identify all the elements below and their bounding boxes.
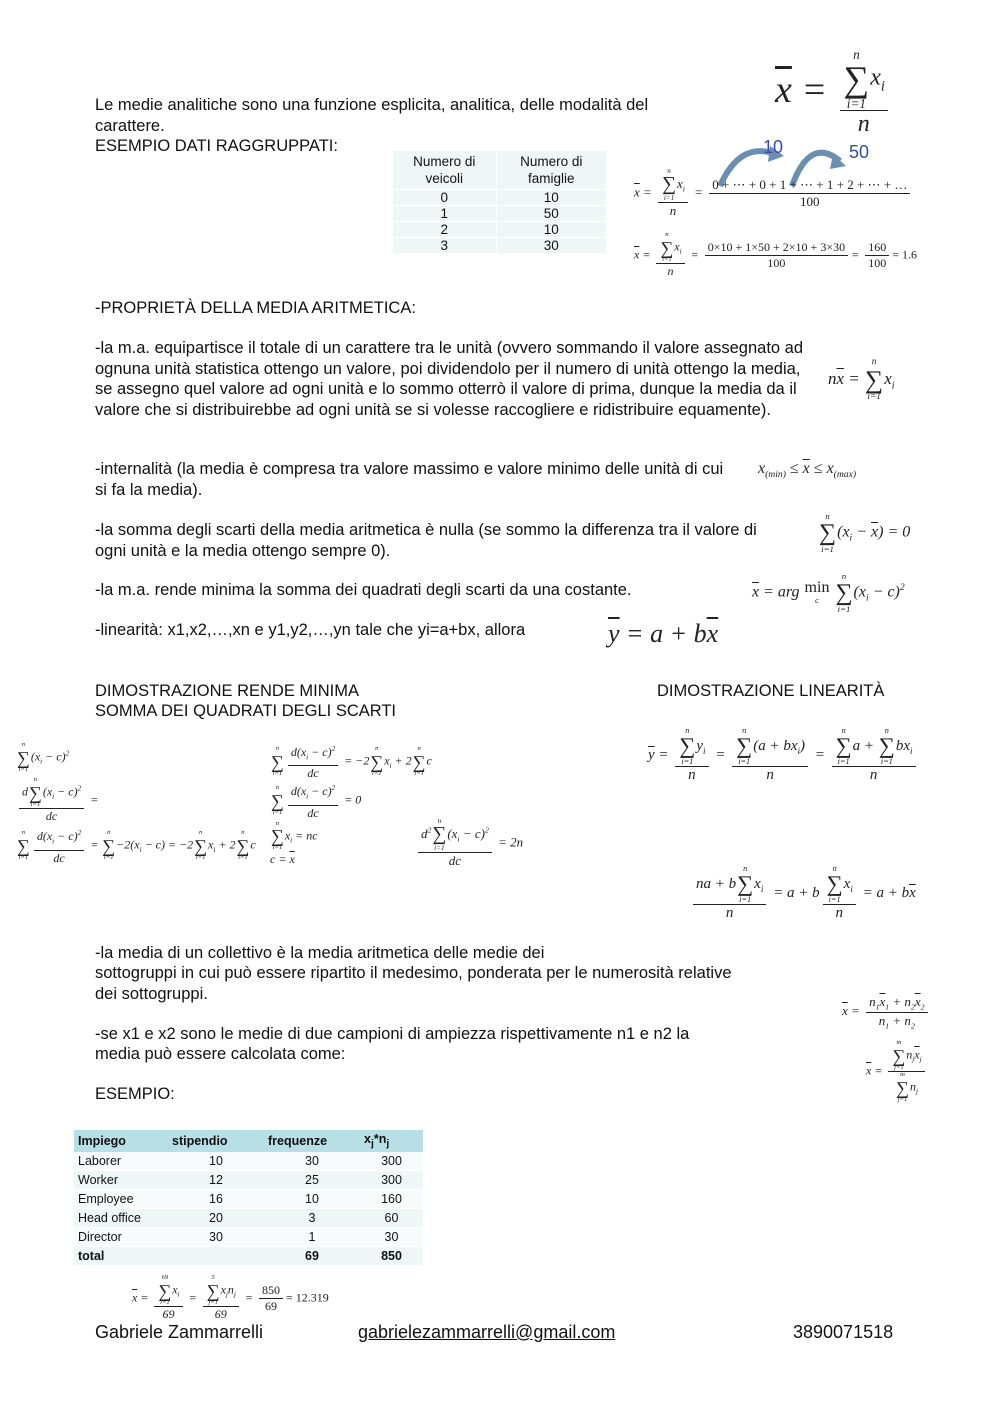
cell: 0 xyxy=(393,190,496,206)
cell: 1 xyxy=(393,206,496,222)
table-row xyxy=(393,206,607,222)
table-row xyxy=(74,1227,423,1246)
intro-line-2: carattere. xyxy=(95,117,165,135)
formula-text: 850 xyxy=(259,1283,283,1299)
formula-sum-deviations: n ∑ i=1 $(x_i - \overline{x}) = 0$ xyxy=(819,511,911,554)
cell: Laborer xyxy=(74,1152,168,1171)
cell: total xyxy=(74,1246,168,1265)
collettivo-line-3: dei sottogruppi. xyxy=(95,985,208,1003)
table-row xyxy=(74,1152,423,1171)
cell: 300 xyxy=(360,1170,423,1189)
formula-text: 69 xyxy=(265,1299,277,1314)
cell: 30 xyxy=(168,1227,264,1246)
prop-minimum: -la m.a. rende minima la somma dei quadrati degli scarti da una costante. xyxy=(95,581,632,599)
formula-text: = 1.6 xyxy=(892,247,917,262)
table2-header: stipendio xyxy=(168,1130,264,1152)
table-row xyxy=(74,1208,423,1227)
demo-second-derivative: $d^2$ n ∑ i=1 $(x_i - c)^2$ dc = 2n xyxy=(415,818,523,869)
props-heading: -PROPRIETÀ DELLA MEDIA ARITMETICA: xyxy=(95,299,416,317)
arrow-label-10: 10 xyxy=(763,137,784,157)
cell: 25 xyxy=(264,1170,360,1189)
prop-linearity: -linearità: x1,x2,…,xn e y1,y2,…,yn tale che yi=a+bx, allora xyxy=(95,621,526,639)
cell: 69 xyxy=(264,1246,360,1265)
demo-left-line-1: DIMOSTRAZIONE RENDE MINIMA xyxy=(95,682,360,700)
formula-two-samples: $\overline{x}$ = $\frac{n_1\overline{x}_1 + n_2\overline{x}_2}{n_1 + n_2}$ xyxy=(842,994,931,1030)
formula-weighted: $\overline{x}$ = m ∑ j=1 $n_j\overline{x}_j$ m ∑ j=1 $n_j$ xyxy=(866,1040,928,1103)
cell: 300 xyxy=(360,1152,423,1171)
formula-text: 100 xyxy=(868,256,887,271)
demo-min-formulas-2: n ∑ i=1 $\frac{d(x_i - c)^2}{dc}$ = −2 n ∑ i=1 $x_i + 2$ n ∑ i=1 c n ∑ i=1 $\frac{d(x_i - c)^2}{dc}$ = 0 n ∑ i=1 $x_i$ = nc $c = \overline{x}$ xyxy=(270,742,432,867)
arrow-label-50: 50 xyxy=(849,142,870,162)
intro-heading: ESEMPIO DATI RAGGRUPPATI: xyxy=(95,137,338,155)
vehicles-table xyxy=(393,151,607,254)
prop-sum-deviations: -la somma degli scarti della media aritmetica è nulla (se sommo la differenza tra il valore di ogni unità e la media ottengo sempre 0). xyxy=(95,521,757,560)
prop-internality: -internalità (la media è compresa tra valore massimo e valore minimo delle unità di cui si fa la media). xyxy=(95,460,724,499)
demo-min-formulas-1: n ∑ i=1 $(x_i - c)^2$ d n ∑ i=1 $(x_i - c)^2$ dc = n ∑ i=1 $\frac{d(x_i - c)^2}{dc}$ = n ∑ i=1 $-2(x_i - c) = -2$ n ∑ i=1 $x_i + 2$ n ∑ i=1 c xyxy=(17,741,256,865)
table-row xyxy=(74,1170,423,1189)
footer-email-link[interactable]: gabrielezammarrelli@gmail.com xyxy=(358,1322,616,1342)
cell: 850 xyxy=(360,1246,423,1265)
formula-text: 100 xyxy=(800,193,820,209)
table1-header: Numero di veicoli xyxy=(393,151,496,190)
campioni-line-1: -se x1 e x2 sono le medie di due campioni di ampiezza rispettivamente n1 e n2 la xyxy=(95,1025,690,1043)
formula-text: 160 xyxy=(865,240,889,256)
cell: 50 xyxy=(496,206,606,222)
formula-total: $n\overline{x}$ = n ∑ i=1 $x_i$ xyxy=(828,357,895,402)
table-row xyxy=(393,222,607,238)
cell: Director xyxy=(74,1227,168,1246)
formula-text: 100 xyxy=(767,256,786,271)
cell: 2 xyxy=(393,222,496,238)
cell: 10 xyxy=(496,190,606,206)
table1-header: Numero di famiglie xyxy=(496,151,606,190)
cell: 30 xyxy=(360,1227,423,1246)
cell: 10 xyxy=(496,222,606,238)
cell: 30 xyxy=(496,238,606,254)
formula-text: 0×10 + 1×50 + 2×10 + 3×30 xyxy=(705,240,848,256)
demo-right: DIMOSTRAZIONE LINEARITÀ xyxy=(657,682,885,700)
cell: 60 xyxy=(360,1208,423,1227)
formula-text: = 12.319 xyxy=(286,1290,329,1305)
demo-linearity-2: na + b n ∑ i=1 $x_i$ n = a + b n ∑ i=1 $x_i$ n = $a + b\overline{x}$ xyxy=(690,865,916,922)
example-formula-1: $\overline{x}$ = n ∑ i=1 $x_i$ n = $\frac{0 + \cdots + 0 + 1 + \cdots + 1 + 2 + \cdots + \dots}{100}$ xyxy=(634,168,913,219)
formula-argmin: $\overline{x}$ = arg min c n ∑ i=1 $(x_i - c)^2$ xyxy=(752,571,905,614)
table-row xyxy=(393,238,607,254)
cell: 16 xyxy=(168,1189,264,1208)
esempio-label: ESEMPIO: xyxy=(95,1085,175,1103)
table-row xyxy=(74,1189,423,1208)
cell: 10 xyxy=(264,1189,360,1208)
footer-name: Gabriele Zammarrelli xyxy=(95,1322,264,1342)
demo-linearity-1: $\overline{y}$ = n ∑ i=1 $y_i$ n = n ∑ i=1 $(a + bx_i)$ n = n ∑ i=1 a + n ∑ i=1 $bx_i$ n xyxy=(648,727,919,784)
table2-header: Impiego xyxy=(74,1130,168,1152)
table-row xyxy=(393,190,607,206)
table2-header: frequenze xyxy=(264,1130,360,1152)
formula-internality: $x_{(min)} \le \overline{x} \le x_{(max)}$ xyxy=(758,460,857,481)
cell: 3 xyxy=(393,238,496,254)
mean-formula: $\overline{x}$ = n ∑ i=1 $x_i$ n xyxy=(775,48,891,138)
cell: 12 xyxy=(168,1170,264,1189)
demo-left-line-2: SOMMA DEI QUADRATI DEGLI SCARTI xyxy=(95,702,397,720)
formula-esempio-result: $\overline{x}$ = 69 ∑ i=1 $x_i$ 69 = 5 ∑ j=1 $x_jn_j$ 69 = $\frac{850}{69}$ = 12.319 xyxy=(132,1274,329,1322)
cell xyxy=(168,1246,264,1265)
cell: 3 xyxy=(264,1208,360,1227)
collettivo-line-2: sottogruppi in cui può essere ripartito il medesimo, ponderata per le numerosità relative xyxy=(95,964,732,982)
table-row-total xyxy=(74,1246,423,1265)
salary-table xyxy=(74,1130,423,1266)
prop-equipartition: -la m.a. equipartisce il totale di un carattere tra le unità (ovvero sommando il valore assegnato ad ognuna unità statistica ottengo un valore, poi dividendolo per il numero di unità ottengo la media, se assegno quel valore ad ogni unità e lo sommo otterrò il valore di prima, dunque la media da il valore che si distribuirebbe ad ogni unità se si volesse raccogliere e ridistribuire equamente). xyxy=(95,339,804,419)
formula-text: 0 + ⋯ + 0 + 1 + ⋯ + 1 + 2 + ⋯ + … xyxy=(709,177,910,194)
cell: 20 xyxy=(168,1208,264,1227)
cell: 30 xyxy=(264,1152,360,1171)
cell: 160 xyxy=(360,1189,423,1208)
cell: Head office xyxy=(74,1208,168,1227)
collettivo-line-1: -la media di un collettivo è la media aritmetica delle medie dei xyxy=(95,944,545,962)
cell: Employee xyxy=(74,1189,168,1208)
cell: 1 xyxy=(264,1227,360,1246)
campioni-line-2: media può essere calcolata come: xyxy=(95,1045,346,1063)
cell: Worker xyxy=(74,1170,168,1189)
formula-linearity: $\overline{y} = a + b\overline{x}$ xyxy=(608,619,719,648)
table2-header: $x_j*n_j$ xyxy=(360,1130,423,1152)
example-formula-2: $\overline{x}$ = n ∑ i=1 $x_i$ n = $\frac{0\times 10 + 1\times 50 + 2\times 10 + 3\times 30}{100}$ = $\frac{160}{100}$ = 1.6 xyxy=(634,231,917,279)
intro-line-1: Le medie analitiche sono una funzione esplicita, analitica, delle modalità del xyxy=(95,96,649,114)
cell: 10 xyxy=(168,1152,264,1171)
footer-phone: 3890071518 xyxy=(793,1322,894,1342)
